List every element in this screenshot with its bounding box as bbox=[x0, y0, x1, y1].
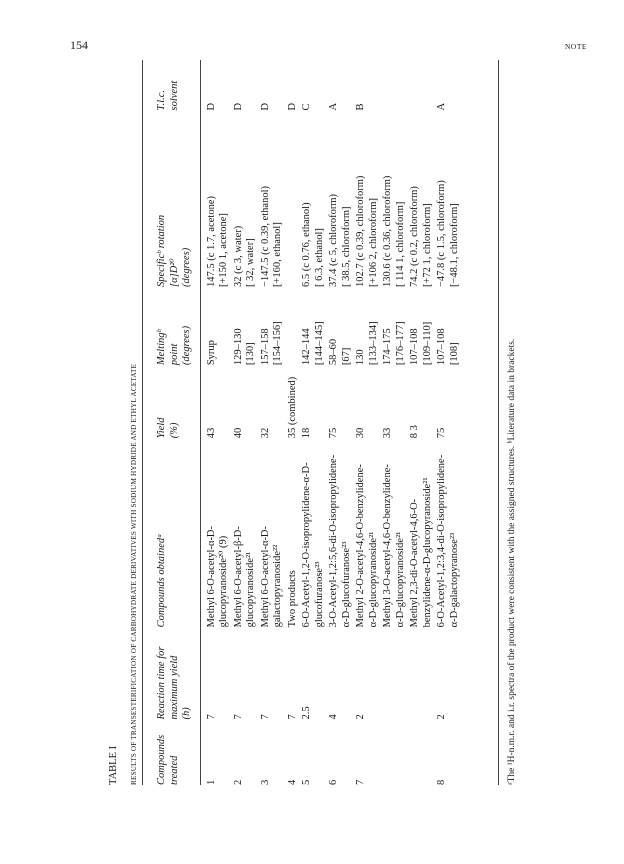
yield-cell: 35 (combined) bbox=[286, 376, 298, 439]
tlc-solvent-cell: A bbox=[436, 102, 447, 111]
compound-obtained-cell bbox=[355, 438, 382, 627]
tlc-solvent-cell: D bbox=[205, 102, 217, 111]
compound-obtained-cell bbox=[260, 438, 287, 627]
rotation-cell bbox=[287, 110, 302, 287]
rotation-cell-line: [ 114 1, chloroform] bbox=[394, 201, 406, 287]
melting-point-cell bbox=[436, 287, 463, 365]
table-row bbox=[328, 60, 355, 785]
yield-cell: 75 bbox=[436, 427, 447, 439]
rotation-cell-line: 147.5 (c 1.7, acetone) bbox=[205, 196, 217, 287]
column-header bbox=[150, 627, 206, 719]
compound-obtained-cell bbox=[301, 438, 328, 627]
rotation-cell-line: [+72 1, chloroform] bbox=[421, 203, 433, 287]
rotation-cell-line: [+150 1, acetone] bbox=[218, 213, 229, 287]
rotation-cell bbox=[436, 110, 463, 287]
compound-cell: 8 bbox=[436, 779, 447, 785]
reaction-time-cell: 7 bbox=[205, 714, 217, 720]
table-row bbox=[301, 60, 328, 785]
melting-point-cell-line: 157–158 bbox=[259, 328, 271, 366]
table-body bbox=[206, 60, 464, 785]
tlc-solvent-cell: D bbox=[286, 102, 298, 111]
table-caption: RESULTS OF TRANSESTERIFICATION OF CARBOHYDRATE DERIVATIVES WITH SODIUM HYDRIDE AND ETHYL ACETATE bbox=[130, 363, 138, 785]
melting-point-cell bbox=[382, 287, 409, 365]
compound-obtained-cell-line: 6-O-Acetyl-1,2:3,4-di-O-isopropylidene- bbox=[436, 454, 447, 628]
melting-point-cell-line: [109–110] bbox=[421, 321, 433, 366]
bottom-rule bbox=[498, 60, 499, 785]
compound-obtained-cell-line: Methyl 6-O-acetyl-α-D- bbox=[259, 525, 271, 628]
rotation-cell-line: 74.2 (c 0.2, chloroform) bbox=[409, 186, 420, 287]
results-table bbox=[150, 60, 463, 785]
rotation-cell-line: [ 32, water] bbox=[245, 238, 256, 287]
melting-point-cell-line: 174–175 bbox=[382, 328, 393, 366]
yield-cell: 43 bbox=[205, 427, 217, 439]
compound-obtained-cell bbox=[233, 438, 260, 627]
compound-obtained-cell-line: 6-O-Acetyl-1,2-O-isopropylidene-α-D- bbox=[301, 462, 312, 628]
reaction-time-cell bbox=[382, 627, 409, 719]
rotation-cell-line: [+106 2, chloroform] bbox=[367, 197, 379, 287]
melting-point-cell-line: 107–108 bbox=[436, 328, 447, 366]
compound-obtained-cell-line: α-D-glucopyranoside²¹ bbox=[394, 531, 406, 628]
compound-obtained-cell-line: α-D-glucopyranoside²¹ bbox=[367, 531, 379, 628]
tlc-solvent-cell: D bbox=[232, 102, 244, 111]
column-header bbox=[150, 110, 206, 287]
rotation-cell-line: −47.8 (c 1.5, chloroform) bbox=[436, 180, 447, 287]
reaction-time-cell: 2.5 bbox=[301, 706, 312, 720]
melting-point-cell-line: [133–134] bbox=[367, 321, 379, 366]
page-number: 154 bbox=[70, 38, 88, 52]
compound-cell: 4 bbox=[286, 779, 298, 785]
column-header-line: Reaction time for bbox=[156, 646, 167, 720]
compound-obtained-cell-line: Methyl 2-O-acetyl-4,6-O-benzylidene- bbox=[355, 464, 366, 628]
column-header bbox=[150, 60, 206, 110]
compound-obtained-cell bbox=[382, 438, 409, 627]
yield-cell: 33 bbox=[382, 427, 393, 439]
rotation-cell bbox=[260, 110, 287, 287]
melting-point-cell bbox=[287, 287, 302, 365]
melting-point-cell-line: 129–130 bbox=[232, 328, 244, 366]
compound-obtained-cell-line: Methyl 2,3-di-O-acetyl-4,6-O- bbox=[409, 498, 420, 628]
rotation-cell bbox=[206, 110, 233, 287]
tlc-solvent-cell: A bbox=[328, 102, 339, 111]
compound-obtained-cell-line: benzylidene-α-D-glucopyranoside²¹ bbox=[421, 477, 433, 628]
melting-point-cell bbox=[260, 287, 287, 365]
rotation-cell bbox=[233, 110, 260, 287]
column-header-line: (degrees) bbox=[181, 247, 192, 287]
yield-cell: 18 bbox=[301, 427, 312, 439]
reaction-time-cell: 7 bbox=[286, 714, 298, 720]
table-row bbox=[355, 60, 382, 785]
rotated-table-block bbox=[108, 60, 523, 785]
melting-point-cell-line: [108] bbox=[448, 342, 460, 366]
rotation-cell-line: 102.7 (c 0.39, chloroform) bbox=[355, 175, 366, 287]
column-header bbox=[150, 287, 206, 365]
yield-cell: 30 bbox=[355, 427, 366, 439]
reaction-time-cell: 2 bbox=[355, 714, 366, 720]
compound-obtained-cell-line: α-D-glucofuranose²³ bbox=[340, 541, 352, 628]
table-row bbox=[409, 60, 436, 785]
compound-obtained-cell-line: 3-O-Acetyl-1,2:5,6-di-O-isopropylidene- bbox=[328, 454, 339, 628]
melting-point-cell-line: Syrup bbox=[205, 340, 217, 366]
compound-cell bbox=[409, 719, 436, 785]
column-header-line: solvent bbox=[168, 80, 180, 111]
rotation-cell-line: [−48.1, chloroform] bbox=[448, 203, 460, 287]
rotation-cell bbox=[328, 110, 355, 287]
rotation-cell-line: [ 38.5, chloroform] bbox=[340, 206, 352, 287]
rotation-cell-line: −147.5 (c 0.39, ethanol) bbox=[259, 186, 271, 287]
melting-point-cell-line: [130] bbox=[245, 342, 256, 366]
compound-obtained-cell bbox=[409, 438, 436, 627]
running-head: NOTE bbox=[565, 42, 587, 51]
compound-obtained-cell-line: glucopyranoside²¹ bbox=[245, 551, 256, 628]
melting-point-cell bbox=[409, 287, 436, 365]
column-header-line: (degrees) bbox=[181, 325, 192, 366]
column-header-line: Meltingᵇ bbox=[156, 329, 167, 366]
column-header-line: Specificᵇ rotation bbox=[156, 214, 167, 287]
table-row bbox=[233, 60, 260, 785]
melting-point-cell bbox=[301, 287, 328, 365]
melting-point-cell-line: [144–145] bbox=[313, 321, 325, 366]
column-header-line: treated bbox=[168, 755, 180, 785]
melting-point-cell-line: [176–177] bbox=[394, 321, 406, 366]
compound-obtained-cell-line: Methyl 6-O-acetyl-α-D- bbox=[205, 525, 217, 628]
reaction-time-cell: 2 bbox=[436, 714, 447, 720]
rotation-cell-line: 6.5 (c 0.76, ethanol) bbox=[301, 202, 312, 287]
reaction-time-cell: 7 bbox=[232, 714, 244, 720]
melting-point-cell-line: 130 bbox=[355, 349, 366, 366]
rotation-cell bbox=[301, 110, 328, 287]
column-header-line: point bbox=[168, 343, 180, 366]
compound-cell: 3 bbox=[259, 779, 271, 785]
rotation-cell-line: 32 (c 3, water) bbox=[232, 225, 244, 287]
header-rule bbox=[200, 60, 201, 785]
compound-obtained-cell-line: Methyl 6-O-acetyl-β-D- bbox=[232, 526, 244, 628]
compound-cell: 7 bbox=[355, 779, 366, 785]
compound-obtained-cell bbox=[287, 438, 302, 627]
compound-obtained-cell-line: α-D-galactopyranose²³ bbox=[448, 532, 460, 628]
compound-obtained-cell-line: glucofuranose²³ bbox=[313, 561, 325, 628]
compound-cell bbox=[382, 719, 409, 785]
tlc-solvent-cell: C bbox=[301, 103, 312, 111]
compound-cell: 5 bbox=[301, 779, 312, 785]
compound-obtained-cell bbox=[206, 438, 233, 627]
melting-point-cell-line: 142–144 bbox=[301, 328, 312, 366]
rotation-cell bbox=[409, 110, 436, 287]
table-label: TABLE I bbox=[108, 745, 119, 785]
compound-obtained-cell bbox=[436, 438, 463, 627]
column-header bbox=[150, 365, 206, 438]
melting-point-cell-line: [67] bbox=[340, 347, 352, 366]
melting-point-cell bbox=[233, 287, 260, 365]
tlc-solvent-cell bbox=[409, 60, 436, 110]
column-header-line: maximum yield bbox=[168, 655, 180, 720]
table-row bbox=[382, 60, 409, 785]
melting-point-cell-line: 58–60 bbox=[328, 338, 339, 366]
reaction-time-cell bbox=[409, 627, 436, 719]
top-rule bbox=[142, 60, 143, 785]
column-header-line: T.l.c. bbox=[156, 89, 167, 111]
compound-obtained-cell-line: galactopyranoside²² bbox=[272, 544, 283, 628]
column-header-line: (%) bbox=[168, 422, 180, 439]
column-header-line: Yield bbox=[156, 417, 167, 439]
reaction-time-cell: 7 bbox=[259, 714, 271, 720]
compound-obtained-cell bbox=[328, 438, 355, 627]
rotation-cell bbox=[382, 110, 409, 287]
compound-cell: 6 bbox=[328, 779, 339, 785]
tlc-solvent-cell: B bbox=[355, 103, 366, 111]
table-row bbox=[260, 60, 287, 785]
table-header-row bbox=[150, 60, 206, 785]
table-row bbox=[206, 60, 233, 785]
table-row bbox=[436, 60, 463, 785]
yield-cell: 8 3 bbox=[409, 425, 420, 439]
melting-point-cell bbox=[206, 287, 233, 365]
table-row bbox=[287, 60, 302, 785]
compound-obtained-cell-line: Two products bbox=[286, 570, 298, 628]
yield-cell: 75 bbox=[328, 427, 339, 439]
column-header bbox=[150, 438, 206, 627]
rotation-cell-line: [ 6.3, ethanol] bbox=[313, 228, 325, 287]
tlc-solvent-cell bbox=[382, 60, 409, 110]
table-footnote: ᵃThe ¹H-n.m.r. and i.r. spectra of the product were consistent with the assigned structures. ᵇLiterature data in brackets. bbox=[507, 338, 517, 785]
compound-cell: 1 bbox=[205, 779, 217, 785]
rotation-cell-line: 37.4 (c 5, chloroform) bbox=[328, 193, 339, 287]
yield-cell: 40 bbox=[232, 427, 244, 439]
compound-cell: 2 bbox=[232, 779, 244, 785]
column-header-line: [α]D²⁰ bbox=[168, 258, 180, 287]
column-header-line: (h) bbox=[181, 707, 192, 720]
rotation-cell-line: 130.6 (c 0.36, chloroform) bbox=[382, 175, 393, 287]
compound-obtained-cell-line: glucopyranoside²⁰ (9) bbox=[218, 535, 229, 628]
melting-point-cell-line: [154–156] bbox=[272, 321, 283, 366]
melting-point-cell bbox=[355, 287, 382, 365]
melting-point-cell-line: 107–108 bbox=[409, 328, 420, 366]
column-header bbox=[150, 719, 206, 785]
compound-obtained-cell-line: Methyl 3-O-acetyl-4,6-O-benzylidene- bbox=[382, 464, 393, 628]
melting-point-cell bbox=[328, 287, 355, 365]
tlc-solvent-cell: D bbox=[259, 102, 271, 111]
column-header-line: Compounds bbox=[156, 734, 167, 785]
rotation-cell bbox=[355, 110, 382, 287]
rotation-cell-line: [+160, ethanol] bbox=[272, 222, 283, 287]
reaction-time-cell: 4 bbox=[328, 714, 339, 720]
yield-cell: 32 bbox=[259, 427, 271, 439]
column-header-line: Compounds obtainedᵃ bbox=[156, 533, 167, 628]
